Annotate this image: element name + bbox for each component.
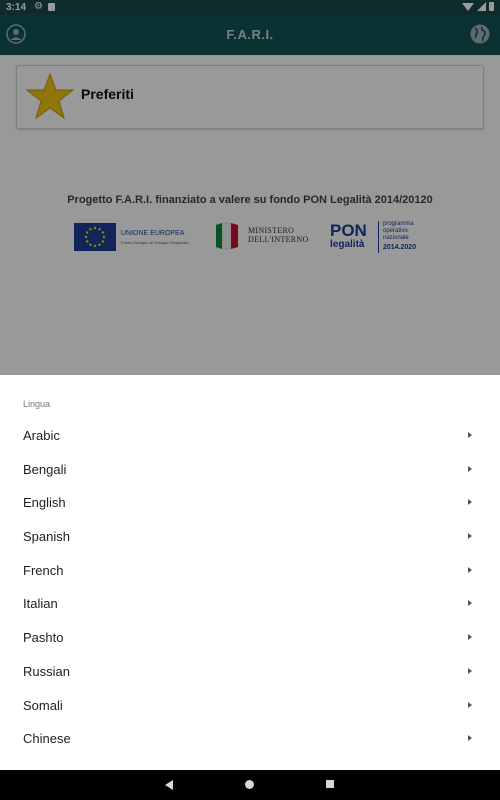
chevron-right-icon (468, 432, 472, 438)
navigation-bar (0, 770, 500, 800)
ministry-line1: MINISTERO (248, 226, 295, 235)
pon-desc-line3: nazionale (383, 235, 409, 241)
chevron-right-icon (468, 600, 472, 606)
pon-years: 2014.2020 (383, 244, 417, 251)
favorites-label: Preferiti (81, 86, 134, 102)
language-label: French (23, 562, 64, 578)
chevron-right-icon (468, 499, 472, 505)
language-item[interactable] (0, 519, 500, 553)
language-item[interactable] (0, 620, 500, 654)
language-list (0, 418, 500, 755)
language-item[interactable] (0, 654, 500, 688)
project-text: Progetto F.A.R.I. finanziato a valere su fondo PON Legalità 2014/20120 (67, 194, 433, 206)
sheet-heading: Lingua (23, 399, 51, 409)
pon-sub: legalità (330, 239, 365, 250)
chevron-right-icon (468, 668, 472, 674)
app-title: F.A.R.I. (226, 27, 274, 42)
chevron-right-icon (468, 466, 472, 472)
chevron-right-icon (468, 634, 472, 640)
back-icon[interactable] (165, 780, 173, 790)
home-icon[interactable] (245, 780, 254, 789)
language-label: Chinese (23, 731, 71, 747)
language-item[interactable] (0, 553, 500, 587)
language-item[interactable] (0, 586, 500, 620)
language-label: Bengali (23, 461, 67, 477)
language-label: Somali (23, 697, 63, 713)
language-label: English (23, 495, 66, 511)
language-item[interactable] (0, 721, 500, 755)
chevron-right-icon (468, 533, 472, 539)
language-item[interactable] (0, 418, 500, 452)
recents-icon[interactable] (326, 780, 334, 788)
chevron-right-icon (468, 735, 472, 741)
language-sheet (0, 375, 500, 770)
language-label: Spanish (23, 529, 70, 545)
language-label: Pashto (23, 630, 64, 646)
language-label: Russian (23, 663, 70, 679)
ministry-line2: DELL'INTERNO (248, 235, 309, 244)
language-label: Italian (23, 596, 58, 612)
pon-main: PON (330, 221, 367, 240)
language-item[interactable] (0, 688, 500, 722)
language-item[interactable] (0, 485, 500, 519)
settings-icon: ⚙ (34, 1, 43, 12)
chevron-right-icon (468, 702, 472, 708)
chevron-right-icon (468, 567, 472, 573)
eu-subtitle: Fondo Europeo di Sviluppo Regionale (121, 240, 189, 245)
eu-title: UNIONE EUROPEA (121, 230, 185, 237)
pon-desc-line1: programma (383, 221, 414, 227)
language-label: Arabic (23, 428, 60, 443)
status-time: 3:14 (6, 2, 27, 13)
language-item[interactable] (0, 452, 500, 486)
pon-desc-line2: operativo (383, 228, 408, 234)
